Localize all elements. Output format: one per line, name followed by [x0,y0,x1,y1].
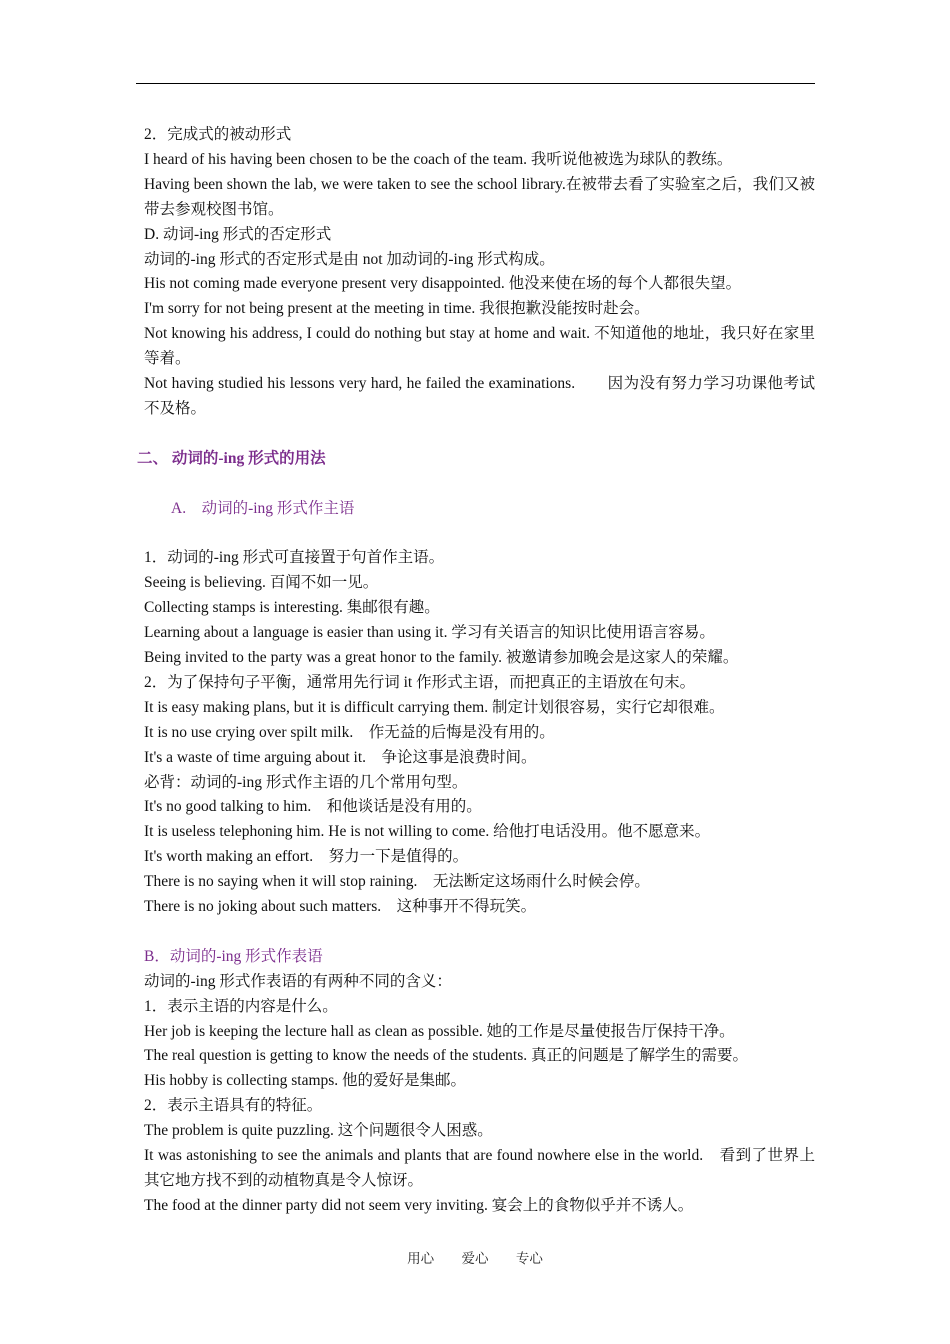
rule-text: 2．为了保持句子平衡，通常用先行词 it 作形式主语，而把真正的主语放在句末。 [144,673,696,691]
spacer [137,920,815,945]
spacer [137,472,815,497]
subheading-passive-perfect: 2．完成式的被动形式 [144,126,292,143]
footer-text: 爱心 [461,1251,489,1266]
rule-text: 2．表示主语具有的特征。 [144,1097,323,1115]
example-sentence: The problem is quite puzzling. 这个问题很令人困惑。 [144,1122,493,1140]
example-sentence: It is no use crying over spilt milk. 作无益的后悔是没有用的。 [144,723,555,741]
footer-text: 用心 [407,1251,435,1266]
page-footer [0,1247,950,1267]
document-body [137,123,815,1219]
rule-text: 动词的-ing 形式的否定形式是由 not 加动词的-ing 形式构成。 [144,250,555,268]
example-sentence: Not knowing his address, I could do nothing but stay at home and wait. 不知道他的地址，我只好在家里等着。 [144,325,815,368]
footer-text: 专心 [515,1251,543,1266]
subsection-heading-b: B．动词的-ing 形式作表语 [144,947,323,965]
example-sentence: Learning about a language is easier than using it. 学习有关语言的知识比使用语言容易。 [144,624,715,642]
header-rule [136,83,815,84]
spacer [137,422,815,447]
example-sentence: Not having studied his lessons very hard, he failed the examinations. 因为没有努力学习功课他考试不及格。 [144,375,815,417]
example-sentence: Being invited to the party was a great honor to the family. 被邀请参加晚会是这家人的荣耀。 [144,648,739,666]
example-sentence: Collecting stamps is interesting. 集邮很有趣。 [144,599,440,617]
rule-text: 动词的-ing 形式作表语的有两种不同的含义： [144,972,452,990]
example-sentence: Her job is keeping the lecture hall as clean as possible. 她的工作是尽量使报告厅保持干净。 [144,1022,735,1040]
example-sentence: There is no saying when it will stop raining. 无法断定这场雨什么时候会停。 [144,873,650,891]
example-sentence: The real question is getting to know the needs of the students. 真正的问题是了解学生的需要。 [144,1047,748,1065]
example-sentence: Seeing is believing. 百闻不如一见。 [144,574,379,592]
example-sentence: Having been shown the lab, we were taken to see the school library.在被带去看了实验室之后，我们又被带去参观校图书馆。 [144,175,815,218]
example-sentence: It's no good talking to him. 和他谈话是没有用的。 [144,798,482,816]
subheading-negative-form: D. 动词-ing 形式的否定形式 [144,225,332,243]
example-sentence: It's worth making an effort. 努力一下是值得的。 [144,848,469,866]
section-heading-usage: 二、 动词的-ing 形式的用法 [137,449,326,467]
subsection-heading-a: A. 动词的-ing 形式作主语 [171,499,355,517]
example-sentence: It is useless telephoning him. He is not willing to come. 给他打电话没用。他不愿意来。 [144,823,711,841]
rule-text: 1．表示主语的内容是什么。 [144,997,338,1015]
example-sentence: It is easy making plans, but it is difficult carrying them. 制定计划很容易，实行它却很难。 [144,698,725,716]
example-sentence: I'm sorry for not being present at the meeting in time. 我很抱歉没能按时赴会。 [144,300,650,318]
example-sentence: The food at the dinner party did not seem very inviting. 宴会上的食物似乎并不诱人。 [144,1196,694,1214]
example-sentence: His not coming made everyone present very disappointed. 他没来使在场的每个人都很失望。 [144,275,742,293]
example-sentence: There is no joking about such matters. 这种事开不得玩笑。 [144,898,537,916]
example-sentence: It's a waste of time arguing about it. 争论这事是浪费时间。 [144,748,537,766]
example-sentence: It was astonishing to see the animals and plants that are found nowhere else in the world. 看到了世界上其它地方找不到的动植物真是令人惊讶。 [144,1147,815,1189]
rule-text: 必背：动词的-ing 形式作主语的几个常用句型。 [144,773,468,791]
spacer [137,521,815,546]
rule-text: 1．动词的-ing 形式可直接置于句首作主语。 [144,549,445,567]
example-sentence: I heard of his having been chosen to be the coach of the team. 我听说他被选为球队的教练。 [144,150,733,168]
example-sentence: His hobby is collecting stamps. 他的爱好是集邮。 [144,1072,467,1090]
